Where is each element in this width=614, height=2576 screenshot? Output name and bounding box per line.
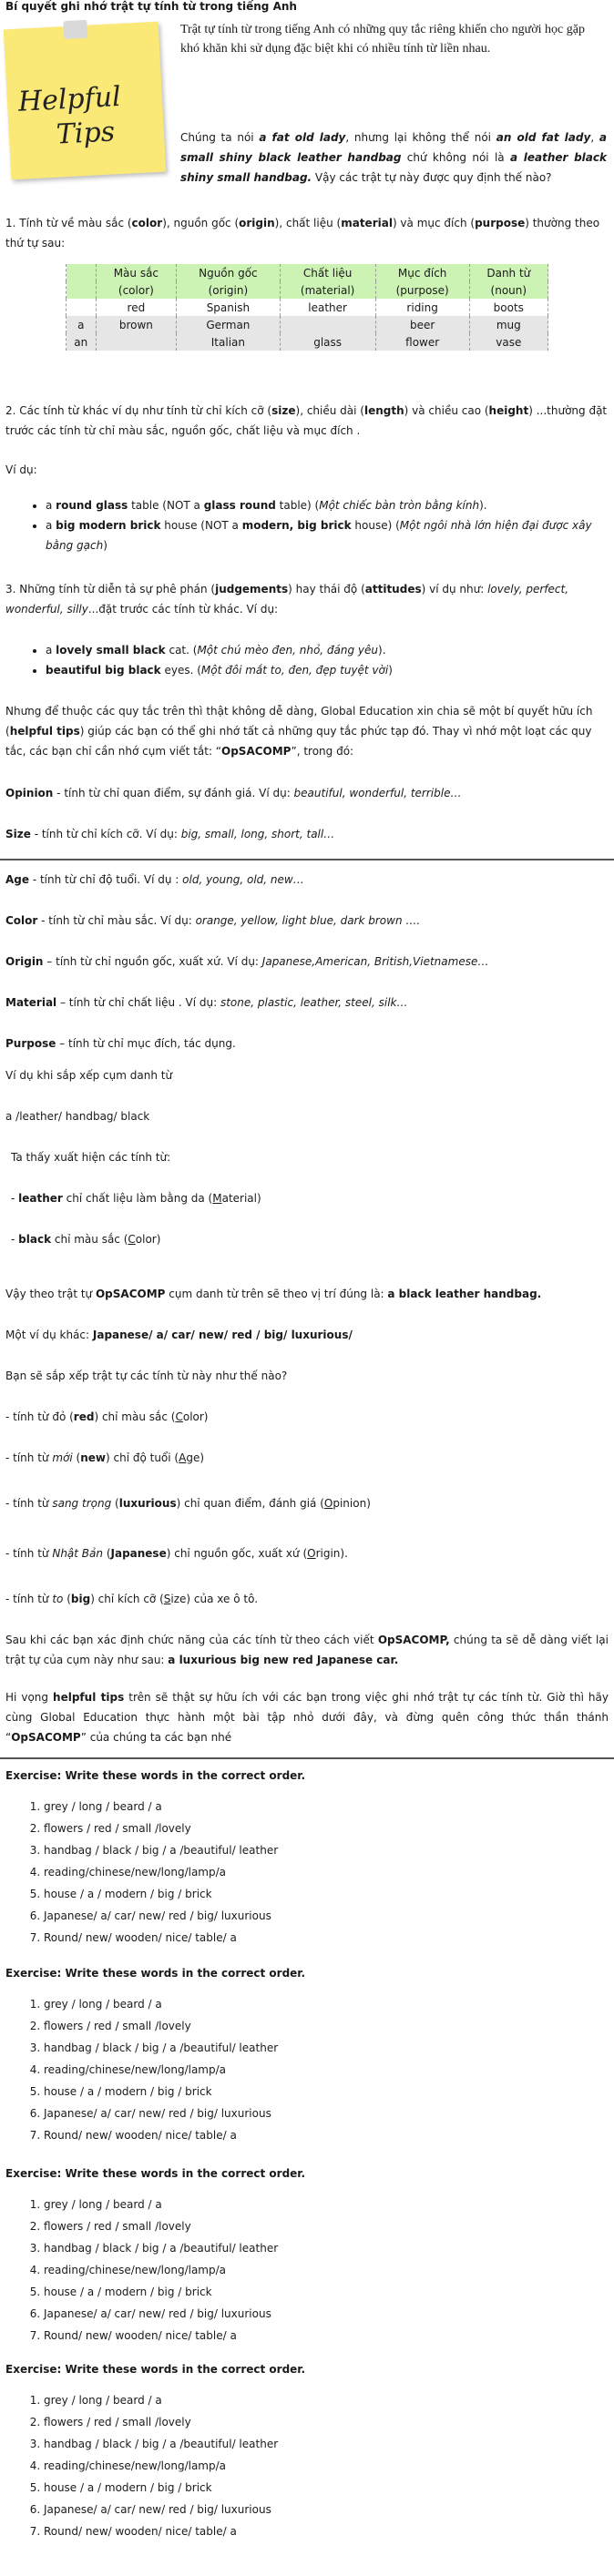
list-item: 7. Round/ new/ wooden/ nice/ table/ a [44, 2124, 614, 2146]
section-divider [0, 1757, 614, 1759]
table-row [67, 316, 548, 333]
list-item: 1. grey / long / beard / a [44, 1993, 614, 2015]
exercise-heading: Exercise: Write these words in the correct order. [5, 2167, 306, 2180]
list-item: 1. grey / long / beard / a [44, 2194, 614, 2215]
sample2-line: - tính từ mới (new) chỉ độ tuổi (Age) [5, 1451, 205, 1464]
def-material: Material – tính từ chỉ chất liệu . Ví dụ: stone, plastic, leather, steel, silk… [5, 996, 408, 1009]
table-cell: (origin) [177, 281, 280, 299]
table-header-row-1 [67, 264, 548, 281]
table-cell: an [67, 333, 97, 351]
list-item: 5. house / a / modern / big / brick [44, 2281, 614, 2303]
table-cell [67, 264, 97, 281]
table-cell: Mục đích [375, 264, 469, 281]
sample2-line: - tính từ sang trọng (luxurious) chỉ quan điểm, đánh giá (Opinion) [5, 1497, 371, 1510]
list-item: 6. Japanese/ a/ car/ new/ red / big/ luxurious [44, 1905, 614, 1927]
list-item: 2. flowers / red / small /lovely [44, 2215, 614, 2237]
def-opinion: Opinion - tính từ chỉ quan điểm, sự đánh giá. Ví dụ: beautiful, wonderful, terrible… [5, 787, 462, 799]
tape-icon [63, 20, 87, 39]
def-color: Color - tính từ chỉ màu sắc. Ví dụ: orange, yellow, light blue, dark brown …. [5, 914, 421, 927]
def-origin: Origin – tính từ chỉ nguồn gốc, xuất xứ. Ví dụ: Japanese,American, British,Vietnamese… [5, 955, 489, 968]
table-cell: glass [280, 333, 375, 351]
table-cell: boots [469, 299, 547, 316]
list-item: 5. house / a / modern / big / brick [44, 1883, 614, 1905]
exercise-heading: Exercise: Write these words in the correct order. [5, 2363, 306, 2376]
page-title: Bí quyết ghi nhớ trật tự tính từ trong tiếng Anh [5, 0, 297, 13]
table-cell: flower [375, 333, 469, 351]
list-item: 3. handbag / black / big / a /beautiful/ leather [44, 2037, 614, 2059]
table-cell: German [177, 316, 280, 333]
table-cell: leather [280, 299, 375, 316]
sample2-line: - tính từ đỏ (red) chỉ màu sắc (Color) [5, 1410, 209, 1423]
adjective-order-table [66, 264, 548, 351]
sample-line-leather: - leather chỉ chất liệu làm bằng da (Material) [11, 1192, 261, 1205]
list-item: 6. Japanese/ a/ car/ new/ red / big/ luxurious [44, 2303, 614, 2325]
list-item: 4. reading/chinese/new/long/lamp/a [44, 2059, 614, 2081]
tips-paragraph: Nhưng để thuộc các quy tắc trên thì thật không dễ dàng, Global Education xin chia sẽ một bí quyết hữu ích (helpful tips) giúp các bạn có thể ghi nhớ tất cả những quy tắc phức tạp đó. Thay vì nhớ một loạt các quy tắc, các bạn chỉ cần nhớ cụm viết tắt: “OpSACOMP”, trong đó: [5, 705, 593, 758]
list-item: 3. handbag / black / big / a /beautiful/ leather [44, 2237, 614, 2259]
closing-paragraph: Hi vọng helpful tips trên sẽ thật sự hữu ích với các bạn trong việc ghi nhớ trật tự các tính từ. Giờ thì hãy cùng Global Education thực hành một bài tập nhỏ dưới đây, và đừng quên công thức thần thánh “OpSACOMP” của chúng ta các bạn nhé [5, 1691, 609, 1744]
table-row [67, 333, 548, 351]
exercise-heading: Exercise: Write these words in the correct order. [5, 1967, 306, 1980]
sample-result: Vậy theo trật tự OpSACOMP cụm danh từ trên sẽ theo vị trí đúng là: a black leather handbag. [5, 1288, 542, 1300]
table-cell [96, 333, 177, 351]
sample2-intro: Một ví dụ khác: Japanese/ a/ car/ new/ red / big/ luxurious/ [5, 1329, 353, 1341]
sample2-conclusion: Sau khi các bạn xác định chức năng của các tính từ theo cách viết OpSACOMP, chúng ta sẽ dễ dàng viết lại trật tự của cụm này như sau: a luxurious big new red Japanese car. [5, 1634, 609, 1666]
table-cell [67, 299, 97, 316]
sample2-question: Bạn sẽ sắp xếp trật tự các tính từ này như thế nào? [5, 1369, 288, 1382]
list-item: • a lovely small black cat. (Một chú mèo đen, nhỏ, đáng yêu). [46, 640, 609, 660]
exercise-heading: Exercise: Write these words in the correct order. [5, 1769, 306, 1782]
table-cell: (purpose) [375, 281, 469, 299]
example-label: Ví dụ: [5, 463, 37, 476]
exercise-list [0, 1796, 614, 1949]
list-item: 6. Japanese/ a/ car/ new/ red / big/ luxurious [44, 2103, 614, 2124]
list-item: 7. Round/ new/ wooden/ nice/ table/ a [44, 1927, 614, 1949]
table-cell: mug [469, 316, 547, 333]
table-cell: (color) [96, 281, 177, 299]
table-cell: (noun) [469, 281, 547, 299]
list-item: 3. handbag / black / big / a /beautiful/ leather [44, 1839, 614, 1861]
table-cell: (material) [280, 281, 375, 299]
exercise-block-3 [0, 2163, 614, 2347]
sample-appear: Ta thấy xuất hiện các tính từ: [11, 1151, 171, 1164]
helpful-tips-note-image [4, 22, 166, 180]
exercise-block-1 [0, 1765, 614, 1949]
list-item: 1. grey / long / beard / a [44, 1796, 614, 1817]
exercise-list [0, 1993, 614, 2146]
list-item: 5. house / a / modern / big / brick [44, 2081, 614, 2103]
exercise-block-2 [0, 1962, 614, 2146]
list-item: 4. reading/chinese/new/long/lamp/a [44, 1861, 614, 1883]
intro-example-paragraph: Chúng ta nói a fat old lady, nhưng lại không thể nói an old fat lady, a small shiny black leather handbag chứ không nói là a leather black shiny small handbag. Vậy các trật tự này được quy định thế nào? [180, 131, 607, 184]
rule-2: 2. Các tính từ khác ví dụ như tính từ chỉ kích cỡ (size), chiều dài (length) và chiều cao (height) ...thường đặt trước các tính từ chỉ màu sắc, nguồn gốc, chất liệu và mục đích . [5, 404, 608, 437]
table-cell: Màu sắc [96, 264, 177, 281]
exercise-block-4 [0, 2358, 614, 2542]
sample2-line: - tính từ to (big) chỉ kích cỡ (Size) của xe ô tô. [5, 1593, 259, 1605]
rule-1: 1. Tính từ về màu sắc (color), nguồn gốc (origin), chất liệu (material) và mục đích (purpose) thường theo thứ tự sau: [5, 217, 600, 249]
table-cell: Chất liệu [280, 264, 375, 281]
list-item: 2. flowers / red / small /lovely [44, 2411, 614, 2433]
list-item: 2. flowers / red / small /lovely [44, 2015, 614, 2037]
exercise-list [0, 2194, 614, 2347]
table-cell: vase [469, 333, 547, 351]
list-item: 4. reading/chinese/new/long/lamp/a [44, 2259, 614, 2281]
list-item: 5. house / a / modern / big / brick [44, 2477, 614, 2499]
list-item: 3. handbag / black / big / a /beautiful/ leather [44, 2433, 614, 2455]
exercise-list [0, 2389, 614, 2542]
sample-words: a /leather/ handbag/ black [5, 1110, 150, 1123]
def-age: Age - tính từ chỉ độ tuổi. Ví dụ : old, young, old, new… [5, 873, 304, 886]
rule-2-examples [5, 495, 609, 555]
list-item: 7. Round/ new/ wooden/ nice/ table/ a [44, 2325, 614, 2347]
rule-3-examples [5, 640, 609, 680]
sample2-line: - tính từ Nhật Bản (Japanese) chỉ nguồn gốc, xuất xứ (Origin). [5, 1547, 348, 1560]
table-cell: red [96, 299, 177, 316]
table-cell: a [67, 316, 97, 333]
list-item: • a round glass table (NOT a glass round table) (Một chiếc bàn tròn bằng kính). [46, 495, 609, 515]
table-cell: Nguồn gốc [177, 264, 280, 281]
rule-3: 3. Những tính từ diễn tả sự phê phán (judgements) hay thái độ (attitudes) ví dụ như: lovely, perfect, wonderful, silly...đặt trước các tính từ khác. Ví dụ: [5, 583, 569, 616]
table-row [67, 299, 548, 316]
table-cell: riding [375, 299, 469, 316]
table-cell [280, 316, 375, 333]
table-header-row-2 [67, 281, 548, 299]
table-cell: brown [96, 316, 177, 333]
table-cell: Spanish [177, 299, 280, 316]
list-item: • beautiful big black eyes. (Một đôi mắt to, đen, đẹp tuyệt vời) [46, 660, 609, 680]
intro-paragraph: Trật tự tính từ trong tiếng Anh có những quy tắc riêng khiến cho người học gặp khó khăn khi sử dụng đặc biệt khi có nhiều tính từ liền nhau. [180, 23, 585, 56]
list-item: • a big modern brick house (NOT a modern, big brick house) (Một ngôi nhà lớn hiện đại được xây bằng gạch) [46, 515, 609, 555]
list-item: 7. Round/ new/ wooden/ nice/ table/ a [44, 2520, 614, 2542]
sample-intro: Ví dụ khi sắp xếp cụm danh từ [5, 1069, 173, 1082]
list-item: 2. flowers / red / small /lovely [44, 1817, 614, 1839]
def-purpose: Purpose – tính từ chỉ mục đích, tác dụng. [5, 1037, 236, 1050]
list-item: 6. Japanese/ a/ car/ new/ red / big/ luxurious [44, 2499, 614, 2520]
sample-line-black: - black chỉ màu sắc (Color) [11, 1233, 161, 1246]
list-item: 1. grey / long / beard / a [44, 2389, 614, 2411]
note-lettering: Helpful Tips [17, 80, 122, 151]
table-cell [67, 281, 97, 299]
table-cell: beer [375, 316, 469, 333]
list-item: 4. reading/chinese/new/long/lamp/a [44, 2455, 614, 2477]
table-cell: Danh từ [469, 264, 547, 281]
def-size: Size - tính từ chỉ kích cỡ. Ví dụ: big, small, long, short, tall… [5, 828, 335, 840]
table-cell: Italian [177, 333, 280, 351]
section-divider [0, 859, 614, 860]
